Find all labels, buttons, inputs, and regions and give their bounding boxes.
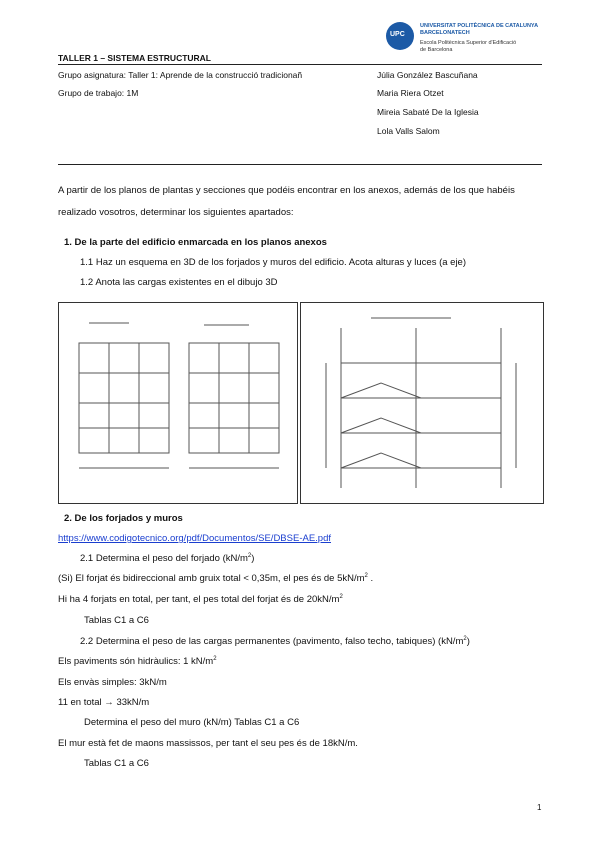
- logo-mark-text: UPC: [390, 31, 405, 38]
- item-2-1-close: ): [251, 553, 255, 565]
- line-forjat-total: [58, 594, 343, 605]
- header-rule: [58, 64, 542, 65]
- line-b-sup: 2: [339, 594, 343, 600]
- floor-plan-figure: [58, 302, 298, 504]
- item-2-1-text: 2.1 Determina el peso del forjado (kN/m: [80, 553, 248, 565]
- line-a-text: (Si) El forjat és bidireccional amb gruix total < 0,35m, el pes és de 5kN/m: [58, 573, 365, 585]
- line-a-close: .: [367, 573, 374, 585]
- line-envas: Els envàs simples: 3kN/m: [58, 677, 167, 688]
- member-3: Mireia Sabaté De la Iglesia: [377, 107, 479, 117]
- floor-plan-sketch: [59, 303, 297, 503]
- document-title: TALLER 1 – SISTEMA ESTRUCTURAL: [58, 53, 212, 63]
- line-c-sup: 2: [213, 656, 217, 662]
- line-c-text: Els paviments són hidràulics: 1 kN/m: [58, 656, 214, 668]
- line-total: 11 en total → 33kN/m: [58, 697, 150, 708]
- page-number: 1: [537, 803, 542, 812]
- codigo-tecnico-link[interactable]: https://www.codigotecnico.org/pdf/Documentos/SE/DBSE-AE.pdf: [58, 533, 331, 544]
- item-1-2: 1.2 Anota las cargas existentes en el dibujo 3D: [80, 277, 278, 288]
- line-mur: El mur està fet de maons massissos, per tant el seu pes és de 18kN/m.: [58, 738, 358, 749]
- member-2: Maria Riera Otzet: [377, 88, 444, 98]
- section-sketch: [301, 303, 543, 503]
- tablas-ref-1: Tablas C1 a C6: [84, 615, 149, 626]
- intro-line-2: realizado vosotros, determinar los siguientes apartados:: [58, 207, 294, 218]
- item-2-2-text: 2.2 Determina el peso de las cargas permanentes (pavimento, falso techo, tabiques) (kN/m: [80, 636, 464, 648]
- line-paviments: [58, 656, 217, 667]
- item-2-2-close: ): [466, 636, 470, 648]
- logo-line1: UNIVERSITAT POLITÈCNICA DE CATALUNYA: [420, 23, 539, 29]
- logo-line3: Escola Politècnica Superior d'Edificació: [420, 40, 517, 46]
- section-1-heading: 1. De la parte del edificio enmarcada en los planos anexos: [64, 237, 327, 248]
- item-2-1-sup: 2: [247, 553, 252, 559]
- item-1-1: 1.1 Haz un esquema en 3D de los forjados y muros del edificio. Acota alturas y luces (a eje): [80, 257, 467, 268]
- intro-line-1: A partir de los planos de plantas y secciones que podéis encontrar en los anexos, además de los que habéis: [58, 185, 515, 196]
- header-bottom-rule: [58, 164, 542, 165]
- item-2-2-sup: 2: [463, 636, 467, 642]
- grupo-asignatura: Grupo asignatura: Taller 1: Aprende de la construcció tradicionañ: [58, 70, 303, 80]
- logo-line2: BARCELONATECH: [420, 30, 470, 36]
- line-forjat-bidireccional: [58, 573, 373, 584]
- member-4: Lola Valls Salom: [377, 126, 440, 136]
- section-2-heading: 2. De los forjados y muros: [64, 513, 183, 524]
- tablas-ref-2: Tablas C1 a C6: [84, 758, 149, 769]
- upc-logo-mark: [386, 22, 414, 50]
- member-1: Júlia González Bascuñana: [377, 70, 478, 80]
- item-2-3: Determina el peso del muro (kN/m) Tablas C1 a C6: [84, 717, 300, 728]
- grupo-trabajo: Grupo de trabajo: 1M: [58, 88, 139, 98]
- section-figure: [300, 302, 544, 504]
- item-2-1: [80, 553, 254, 564]
- item-2-2: [80, 636, 470, 647]
- logo-university-name: [420, 23, 570, 37]
- logo-school-name: [420, 40, 570, 54]
- logo-line4: de Barcelona: [420, 47, 453, 53]
- upc-logo: [386, 22, 566, 56]
- line-b-text: Hi ha 4 forjats en total, per tant, el pes total del forjat és de 20kN/m: [58, 594, 340, 606]
- line-a-sup: 2: [364, 573, 368, 579]
